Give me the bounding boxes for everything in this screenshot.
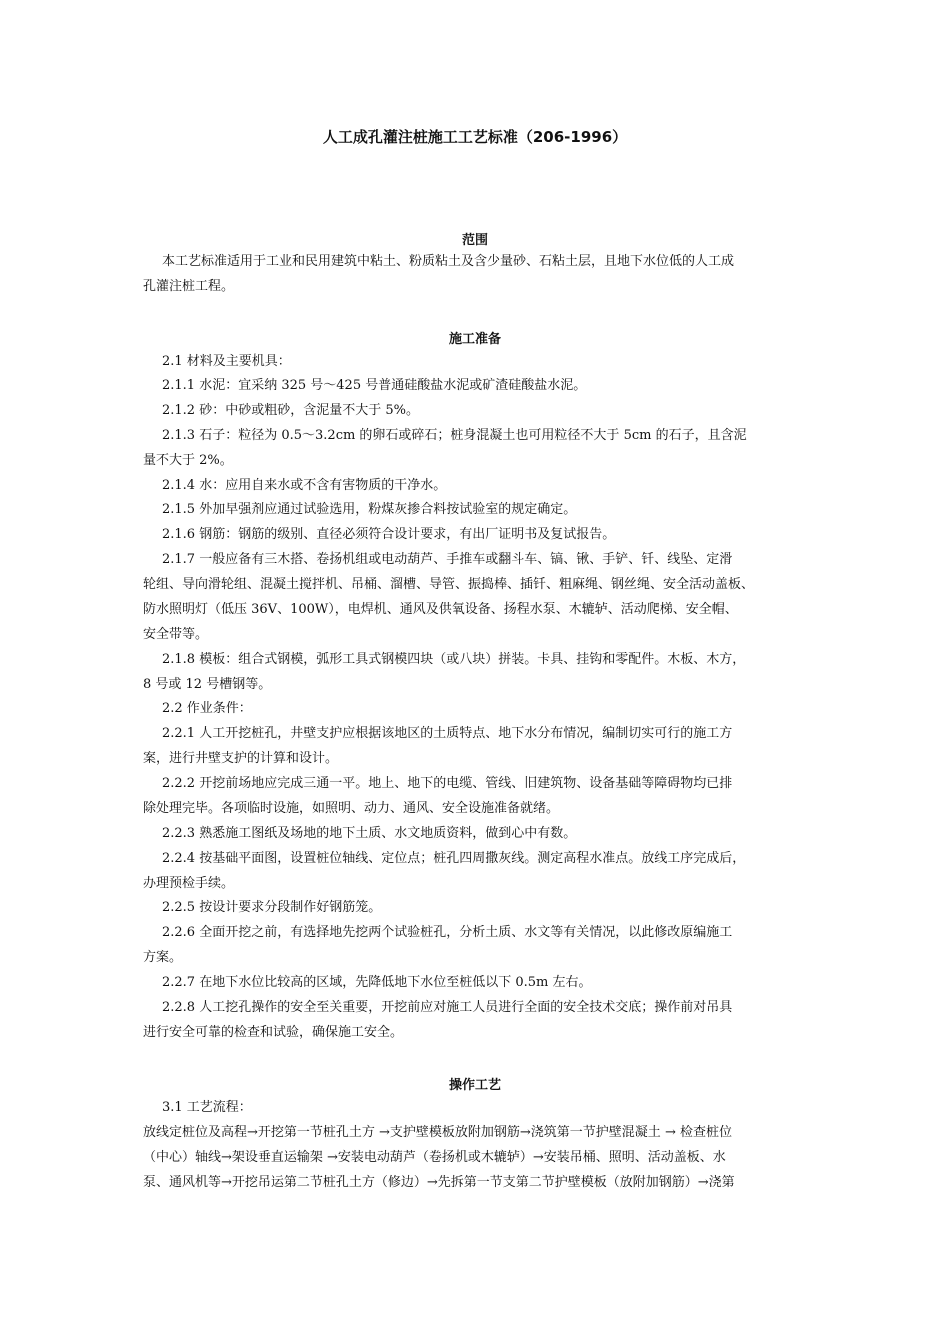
paragraph-line: 防水照明灯（低压 36V、100W），电焊机、通风及供氧设备、扬程水泵、木辘轳、活动爬梯、安全帽、 bbox=[143, 602, 738, 617]
paragraph-line: 2.2.2 开挖前场地应完成三通一平。地上、地下的电缆、管线、旧建筑物、设备基础等障碍物均已排 bbox=[162, 776, 733, 791]
paragraph-line: 2.2.1 人工开挖桩孔，井壁支护应根据该地区的土质特点、地下水分布情况，编制切实可行的施工方 bbox=[162, 726, 733, 741]
paragraph-line: 进行安全可靠的检查和试验，确保施工安全。 bbox=[143, 1025, 404, 1040]
paragraph-line: 2.1.7 一般应备有三木搭、卷扬机组或电动葫芦、手推车或翻斗车、镐、锹、手铲、钎、线坠、定滑 bbox=[162, 552, 733, 567]
paragraph-line: 2.2.8 人工挖孔操作的安全至关重要，开挖前应对施工人员进行全面的安全技术交底；操作前对吊具 bbox=[162, 1000, 733, 1015]
document-title: 人工成孔灌注桩施工工艺标准（206-1996） bbox=[322, 128, 628, 146]
paragraph-line: 2.1.3 石子：粒径为 0.5～3.2cm 的卵石或碎石；桩身混凝土也可用粒径不大于 5cm 的石子，且含泥 bbox=[162, 428, 747, 443]
paragraph-line: 2.1.8 模板：组合式钢模，弧形工具式钢模四块（或八块）拼装。卡具、挂钩和零配件。木板、木方， bbox=[162, 652, 746, 667]
paragraph-line: 2.1.6 钢筋：钢筋的级别、直径必须符合设计要求，有出厂证明书及复试报告。 bbox=[162, 527, 616, 542]
paragraph-line: 2.2.6 全面开挖之前，有选择地先挖两个试验桩孔，分析土质、水文等有关情况，以此修改原编施工 bbox=[162, 925, 733, 940]
paragraph-line: 办理预检手续。 bbox=[143, 876, 235, 891]
paragraph-line: 量不大于 2%。 bbox=[143, 453, 233, 468]
paragraph-line: 安全带等。 bbox=[143, 627, 209, 642]
paragraph-line: 2.2 作业条件： bbox=[162, 701, 252, 716]
paragraph-line: 本工艺标准适用于工业和民用建筑中粘土、粉质粘土及含少量砂、石粘土层，且地下水位低的人工成 bbox=[162, 254, 735, 269]
paragraph-line: 案，进行井壁支护的计算和设计。 bbox=[143, 751, 339, 766]
paragraph-line: 孔灌注桩工程。 bbox=[143, 279, 235, 294]
paragraph-line: 2.1.4 水：应用自来水或不含有害物质的干净水。 bbox=[162, 478, 447, 493]
paragraph-line: 2.2.3 熟悉施工图纸及场地的地下土质、水文地质资料，做到心中有数。 bbox=[162, 826, 577, 841]
paragraph-line: 放线定桩位及高程→开挖第一节桩孔土方 →支护壁模板放附加钢筋→浇筑第一节护壁混凝土 → 检查桩位 bbox=[143, 1125, 732, 1140]
paragraph-line: 8 号或 12 号槽钢等。 bbox=[143, 677, 272, 692]
section-heading-scope: 范围 bbox=[461, 233, 488, 248]
paragraph-line: 2.2.5 按设计要求分段制作好钢筋笼。 bbox=[162, 900, 382, 915]
section-heading-process: 操作工艺 bbox=[448, 1078, 501, 1093]
paragraph-line: 轮组、导向滑轮组、混凝土搅拌机、吊桶、溜槽、导管、振捣棒、插钎、粗麻绳、钢丝绳、安全活动盖板、 bbox=[143, 577, 755, 592]
paragraph-line: （中心）轴线→架设垂直运输架 →安装电动葫芦（卷扬机或木辘轳）→安装吊桶、照明、活动盖板、水 bbox=[143, 1150, 726, 1165]
paragraph-line: 2.1.1 水泥：宜采纳 325 号～425 号普通硅酸盐水泥或矿渣硅酸盐水泥。 bbox=[162, 378, 587, 393]
paragraph-line: 2.1.2 砂：中砂或粗砂，含泥量不大于 5%。 bbox=[162, 403, 419, 418]
paragraph-line: 除处理完毕。各项临时设施，如照明、动力、通风、安全设施准备就绪。 bbox=[143, 801, 560, 816]
paragraph-line: 2.2.4 按基础平面图，设置桩位轴线、定位点；桩孔四周撒灰线。测定高程水准点。放线工序完成后， bbox=[162, 851, 746, 866]
paragraph-line: 3.1 工艺流程： bbox=[162, 1100, 252, 1115]
paragraph-line: 2.1 材料及主要机具： bbox=[162, 354, 291, 369]
paragraph-line: 方案。 bbox=[143, 950, 183, 965]
section-heading-prep: 施工准备 bbox=[448, 332, 501, 347]
paragraph-line: 2.2.7 在地下水位比较高的区域，先降低地下水位至桩低以下 0.5m 左右。 bbox=[162, 975, 592, 990]
paragraph-line: 2.1.5 外加早强剂应通过试验选用，粉煤灰掺合料按试验室的规定确定。 bbox=[162, 502, 577, 517]
paragraph-line: 泵、通风机等→开挖吊运第二节桩孔土方（修边）→先拆第一节支第二节护壁模板（放附加钢筋）→浇第 bbox=[143, 1175, 735, 1190]
